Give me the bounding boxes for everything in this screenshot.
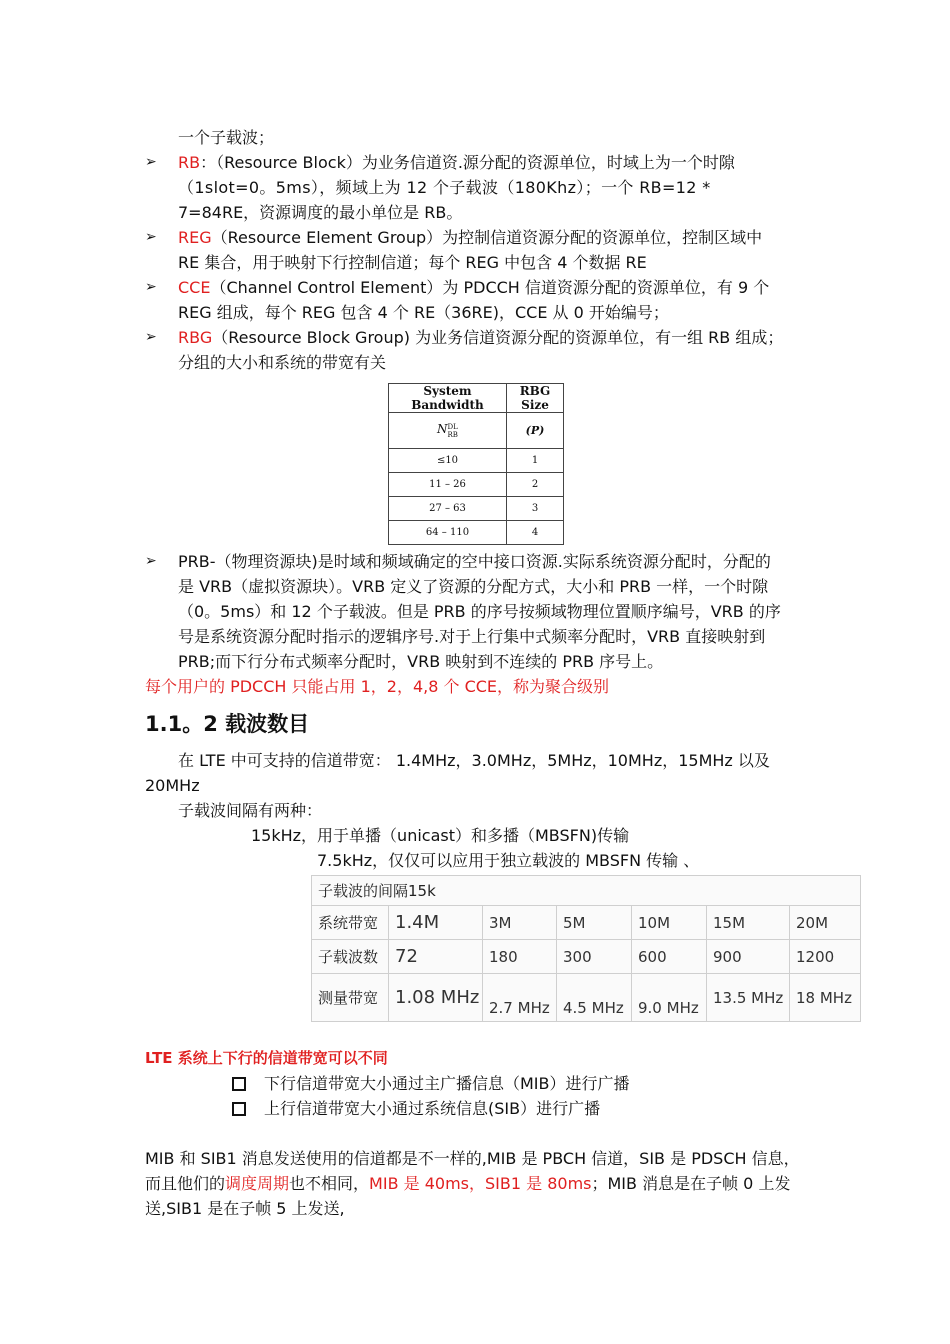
def-rb [178,150,735,175]
rbg-size-cell: 1 [507,449,564,473]
def-rb-line: 7=84RE，资源调度的最小单位是 RB。 [178,203,463,222]
sc-cell: 900 [707,940,790,974]
intro-line: 一个子载波； [178,128,275,147]
sc-cell: 5M [557,906,632,940]
rbg-subheader-p: (P) [507,413,564,449]
def-rb-line: （1slot=0。5ms），频域上为 12 个子载波（180Khz）；一个 RB=12 * [178,178,711,197]
sc-row-label: 系统带宽 [312,906,389,940]
prb-line: PRB;而下行分布式频率分配时，VRB 映射到不连续的 PRB 序号上。 [178,652,664,671]
sc-cell: 1200 [790,940,861,974]
spacing-15k: 15kHz，用于单播（unicast）和多播（MBSFN)传输 [251,826,630,845]
sc-cell: 13.5 MHz [707,974,790,1022]
rbg-size-table [388,383,564,545]
spacing-7-5k: 7.5kHz，仅仅可以应用于独立载波的 MBSFN 传输 、 [317,851,700,870]
checklist-item: 下行信道带宽大小通过主广播信息（MIB）进行广播 [264,1074,630,1093]
sc-cell: 600 [632,940,707,974]
sc-cell: 20M [790,906,861,940]
arrow-bullet-icon: ➢ [145,279,157,295]
sc-cell: 15M [707,906,790,940]
rbg-bandwidth-cell: 27 – 63 [389,497,507,521]
prb-line: 号是系统资源分配时指示的逻辑序号.对于上行集中式频率分配时，VRB 直接映射到 [178,627,766,646]
table-row [389,449,564,473]
spacing-title: 子载波间隔有两种： [178,801,323,820]
def-cce [178,275,769,300]
table-row [389,521,564,545]
table-row [312,974,861,1022]
rbg-bandwidth-cell: 11 – 26 [389,473,507,497]
def-reg [178,225,762,250]
sc-cell: 300 [557,940,632,974]
def-rbg-line: 分组的大小和系统的带宽有关 [178,353,387,372]
sc-cell: 1.08 MHz [389,974,483,1022]
sc-cell: 18 MHz [790,974,861,1022]
def-cce-line: （Channel Control Element）为 PDCCH 信道资源分配的资源单位，有 9 个 [210,278,770,297]
term-reg: REG [178,228,212,247]
rbg-bandwidth-cell: 64 – 110 [389,521,507,545]
arrow-bullet-icon: ➢ [145,553,157,569]
sc-cell: 4.5 MHz [557,974,632,1022]
table-row [389,497,564,521]
checkbox-icon [232,1077,246,1091]
rbg-header-size: RBG Size [507,384,564,413]
sc-row-label: 子载波数 [312,940,389,974]
pdcch-note: 每个用户的 PDCCH 只能占用 1，2，4,8 个 CCE，称为聚合级别 [145,677,610,696]
prb-line: （0。5ms）和 12 个子载波。但是 PRB 的序号按频域物理位置顺序编号，VRB 的序 [178,602,781,621]
def-cce-line: REG 组成，每个 REG 包含 4 个 RE（36RE)，CCE 从 0 开始编号； [178,303,669,322]
schedule-period-highlight: 调度周期 [225,1174,290,1193]
arrow-bullet-icon: ➢ [145,154,157,170]
mib-line: 送,SIB1 是在子帧 5 上发送, [145,1199,345,1218]
rbg-bandwidth-cell: ≤10 [389,449,507,473]
sc-cell: 10M [632,906,707,940]
def-reg-line: （Resource Element Group）为控制信道资源分配的资源单位，控制区域中 [211,228,763,247]
term-cce: CCE [178,278,211,297]
def-rbg-line: （Resource Block Group) 为业务信道资源分配的资源单位，有一组 RB 组成； [212,328,784,347]
sc-cell: 1.4M [389,906,483,940]
def-rb-line: ：（Resource Block）为业务信道资.源分配的资源单位，时域上为一个时隙 [200,153,735,172]
sc-row-label: 测量带宽 [312,974,389,1022]
arrow-bullet-icon: ➢ [145,229,157,245]
term-rbg: RBG [178,328,213,347]
arrow-bullet-icon: ➢ [145,329,157,345]
sc-cell: 3M [483,906,557,940]
bandwidth-line-cont: 20MHz [145,776,200,795]
term-rb: RB [178,153,201,172]
sc-cell: 72 [389,940,483,974]
rbg-header-bandwidth: System Bandwidth [389,384,507,413]
ul-dl-heading: LTE 系统上下行的信道带宽可以不同 [145,1049,388,1067]
def-reg-line: RE 集合，用于映射下行控制信道；每个 REG 中包含 4 个数据 RE [178,253,647,272]
rbg-size-cell: 4 [507,521,564,545]
rbg-subheader-nrb: NDL RB [389,413,507,449]
subcarrier-table [311,875,861,1022]
section-heading: 1.1。2 载波数目 [145,712,310,736]
mib-line: 而且他们的调度周期也不相同，MIB 是 40ms，SIB1 是 80ms；MIB 消息是在子帧 0 上发 [145,1174,791,1193]
prb-line: 是 VRB（虚拟资源块）。VRB 定义了资源的分配方式，大小和 PRB 一样，一个时隙 [178,577,769,596]
rbg-size-cell: 3 [507,497,564,521]
table-row [312,906,861,940]
bandwidth-line: 在 LTE 中可支持的信道带宽： 1.4MHz，3.0MHz，5MHz，10MHz，15MHz 以及 [178,751,770,770]
sc-cell: 2.7 MHz [483,974,557,1022]
checkbox-icon [232,1102,246,1116]
period-values-highlight: MIB 是 40ms，SIB1 是 80ms [369,1174,592,1193]
sc-cell: 180 [483,940,557,974]
prb-line: PRB-（物理资源块)是时域和频域确定的空中接口资源.实际系统资源分配时，分配的 [178,552,771,571]
subcarrier-table-caption: 子载波的间隔15k [312,876,861,906]
table-row [389,473,564,497]
rbg-size-cell: 2 [507,473,564,497]
table-row [312,940,861,974]
sc-cell: 9.0 MHz [632,974,707,1022]
checklist-item: 上行信道带宽大小通过系统信息(SIB）进行广播 [264,1099,601,1118]
def-rbg [178,325,783,350]
mib-line: MIB 和 SIB1 消息发送使用的信道都是不一样的,MIB 是 PBCH 信道，SIB 是 PDSCH 信息， [145,1149,800,1168]
